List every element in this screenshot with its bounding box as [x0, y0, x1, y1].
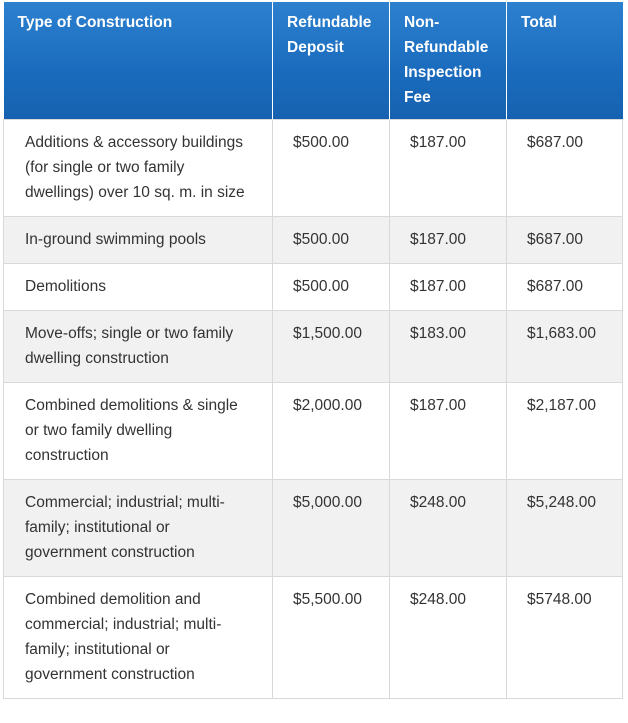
cell-construction-type: Demolitions — [4, 264, 273, 311]
cell-construction-type: In-ground swimming pools — [4, 217, 273, 264]
cell-construction-type: Additions & accessory buildings (for single or two family dwellings) over 10 sq. m. in size — [4, 120, 273, 217]
table-row — [4, 217, 623, 264]
cell-refundable-deposit: $1,500.00 — [273, 311, 390, 383]
header-type-of-construction: Type of Construction — [4, 2, 273, 120]
cell-inspection-fee: $183.00 — [390, 311, 507, 383]
table-header — [4, 2, 623, 120]
fee-table — [3, 2, 623, 699]
cell-inspection-fee: $248.00 — [390, 577, 507, 699]
cell-inspection-fee: $187.00 — [390, 264, 507, 311]
cell-inspection-fee: $187.00 — [390, 383, 507, 480]
cell-construction-type: Move-offs; single or two family dwelling construction — [4, 311, 273, 383]
cell-inspection-fee: $187.00 — [390, 217, 507, 264]
cell-total: $1,683.00 — [507, 311, 623, 383]
cell-total: $687.00 — [507, 264, 623, 311]
cell-construction-type: Combined demolitions & single or two family dwelling construction — [4, 383, 273, 480]
table-row — [4, 120, 623, 217]
cell-inspection-fee: $248.00 — [390, 480, 507, 577]
header-non-refundable-inspection-fee: Non-Refundable Inspection Fee — [390, 2, 507, 120]
cell-total: $5748.00 — [507, 577, 623, 699]
table-row — [4, 264, 623, 311]
table-row — [4, 311, 623, 383]
cell-refundable-deposit: $5,500.00 — [273, 577, 390, 699]
cell-construction-type: Combined demolition and commercial; industrial; multi-family; institutional or government construction — [4, 577, 273, 699]
cell-inspection-fee: $187.00 — [390, 120, 507, 217]
cell-refundable-deposit: $2,000.00 — [273, 383, 390, 480]
table-row — [4, 480, 623, 577]
cell-total: $687.00 — [507, 217, 623, 264]
cell-refundable-deposit: $500.00 — [273, 217, 390, 264]
table-body — [4, 120, 623, 699]
cell-total: $687.00 — [507, 120, 623, 217]
cell-total: $2,187.00 — [507, 383, 623, 480]
header-refundable-deposit: Refundable Deposit — [273, 2, 390, 120]
table-row — [4, 383, 623, 480]
cell-refundable-deposit: $500.00 — [273, 120, 390, 217]
header-total: Total — [507, 2, 623, 120]
table-row — [4, 577, 623, 699]
cell-refundable-deposit: $500.00 — [273, 264, 390, 311]
header-row — [4, 2, 623, 120]
cell-refundable-deposit: $5,000.00 — [273, 480, 390, 577]
cell-total: $5,248.00 — [507, 480, 623, 577]
cell-construction-type: Commercial; industrial; multi-family; institutional or government construction — [4, 480, 273, 577]
